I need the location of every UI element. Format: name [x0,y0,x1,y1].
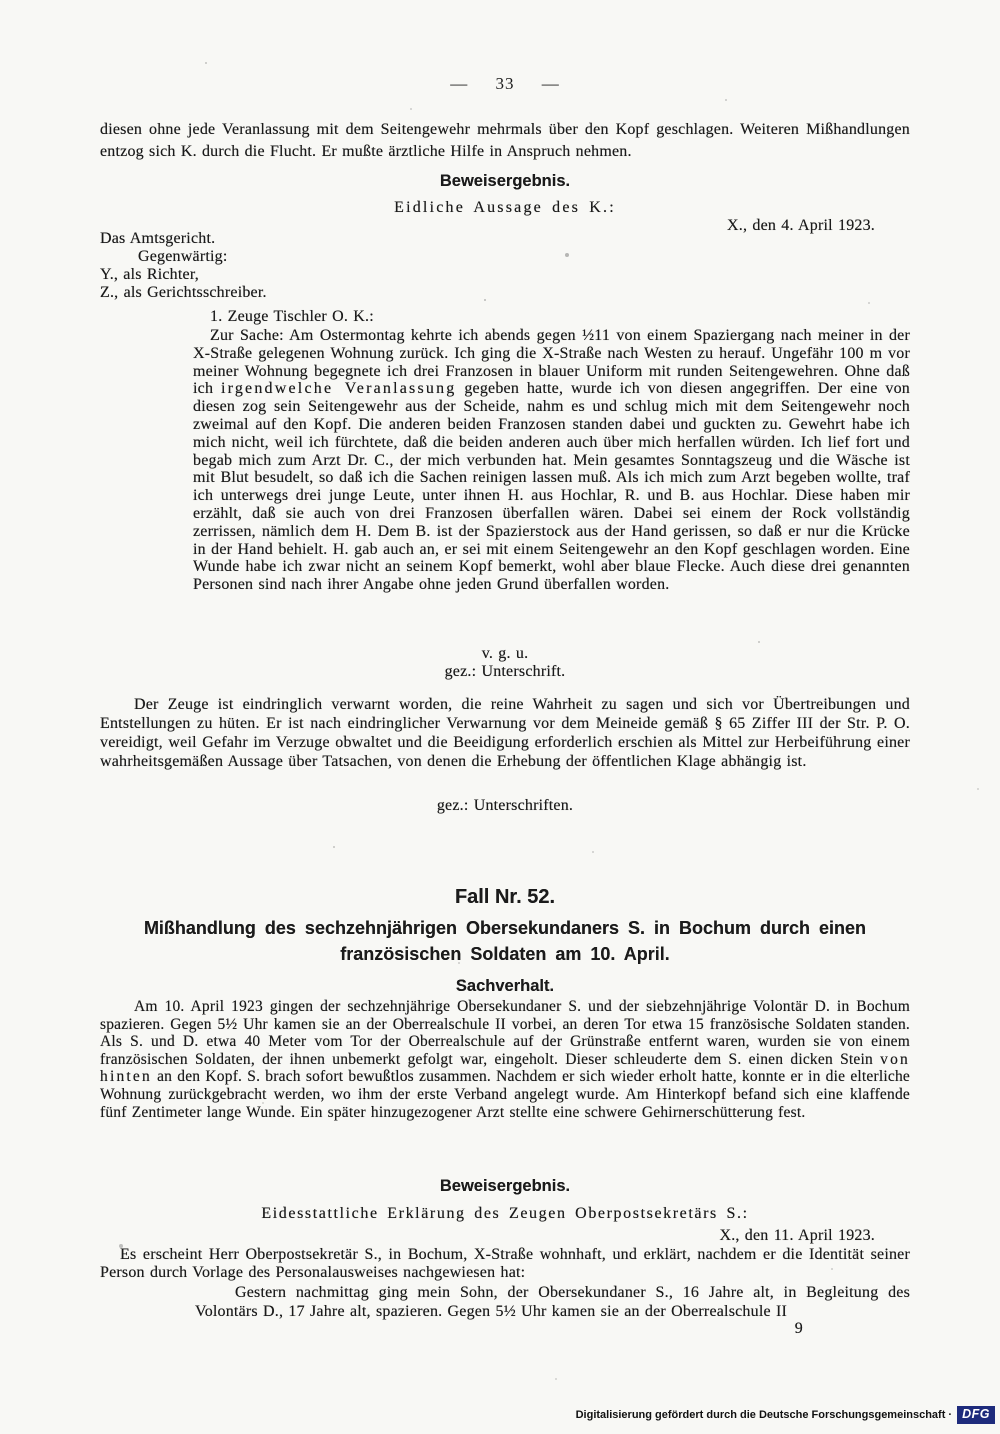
affidavit-heading: Eidesstattliche Erklärung des Zeugen Oberpostsekretärs S.: [261,1205,749,1222]
court-line: Das Amtsgericht. [100,230,216,247]
signature-line-1: gez.: Unterschrift. [444,663,566,680]
warning-paragraph: Der Zeuge ist eindringlich verwarnt worden, die reine Wahrheit zu sagen und sich vor Übertreibungen und Entstellungen zu hüten. Er ist nach eindringlicher Verwarnung vor dem Meineide gemäß § 65 Ziffer III der Str. P. O. vereidigt, weil Gefahr im Verzuge obwaltet und die Beeidigung erforderlich erschien als Mittel zur Herbeiführung einer wahrheitsgemäßen Aussage über Tatsachen, von denen die Erhebung der öffentlichen Klage abhängig ist. [100,696,910,770]
witness-heading: 1. Zeuge Tischler O. K.: [210,308,374,325]
case-title: Mißhandlung des sechzehnjährigen Obersekundaners S. in Bochum durch einen französischen Soldaten am 10. April. [143,918,867,964]
vgu-line: v. g. u. [481,645,529,662]
statement-intro-paragraph: Es erscheint Herr Oberpostsekretär S., in Bochum, X-Straße wohnhaft, und erklärt, nachdem er die Identität seiner Person durch Vorlage des Personalausweises nachgewiesen hat: [100,1246,910,1281]
scan-noise-specks [0,0,2,2]
case-number-heading: Fall Nr. 52. [454,886,556,908]
evidence-heading-1: Beweisergebnis. [439,172,571,190]
facts-emphasis: von hinten [100,1050,910,1086]
present-label: Gegenwärtig: [138,248,228,265]
sworn-statement-heading: Eidliche Aussage des K.: [394,199,616,216]
testimony-part-2: gegeben hatte, wurde ich von diesen angegriffen. Der eine von diesen zog sein Seitengewehr aus der Scheide, nahm es und schlug mich mit dem Seitengewehr noch zweimal auf den Kopf. Die anderen beiden Franzosen standen dabei und guckten zu. Gewehrt habe ich mich nicht, weil ich fürchtete, daß die beiden anderen auch über mich herfallen würden. Ich lief fort und begab mich zum Arzt Dr. C., der mich verbunden hat. Mein gesamtes Sonntagszeug und die Wäsche ist mit Blut besudelt, so daß ich die Sachen reinigen lassen muß. Als ich mich zum Arzt begeben wollte, traf ich unterwegs drei junge Leute, unter ihnen H. aus Hochlar, R. und B. aus Hochlar. Diese haben mir erzählt, daß sie auch von drei Franzosen überfallen wären. Dabei sei einem der Rock vollständig zerrissen, nämlich dem H. Dem B. ist der Spazierstock aus der Hand gerissen, so daß er nur die Krücke in der Hand behielt. H. gab auch an, er sei mit einem Seitengewehr an den Kopf geschlagen worden. Eine Wunde habe ich zwar nicht an seinem Kopf bemerkt, wohl aber blaue Flecke. Auch diese drei genannten Personen sind nach ihrer Angabe ohne jeden Grund überfallen worden. [193,380,910,594]
dateline-1: X., den 4. April 1923. [727,217,875,234]
footer-text: Digitalisierung gefördert durch die Deutsche Forschungsgemeinschaft · [575,1409,953,1421]
clerk-line: Z., als Gerichtsschreiber. [100,284,267,301]
court-attendance-block [100,230,910,302]
facts-paragraph [100,998,910,1121]
signature-line-2: gez.: Unterschriften. [436,797,574,814]
facts-part-1: Am 10. April 1923 gingen der sechzehnjährige Obersekundaner S. und der siebzehnjährige Volontär D. in Bochum spazieren. Gegen 5½ Uhr kamen sie an der Oberrealschule II vorbei, an deren Tor etwa 15 französische Soldaten standen. Als S. und D. etwa 40 Meter vom Tor der Oberrealschule auf der Grünstraße entfernt waren, wurden sie von einem französischen Soldaten, der ihnen unbemerkt gefolgt war, eingeholt. Dieser schleuderte dem S. einen dicken Stein [100,998,910,1068]
intro-paragraph: diesen ohne jede Veranlassung mit dem Seitengewehr mehrmals über den Kopf geschlagen. Weiteren Mißhandlungen entzog sich K. durch die Flucht. Er mußte ärztliche Hilfe in Anspruch nehmen. [100,121,910,160]
page-number-top: — 33 — [450,74,560,93]
testimony-paragraph [193,327,910,594]
dateline-2: X., den 11. April 1923. [719,1227,875,1244]
evidence-heading-2: Beweisergebnis. [439,1177,571,1195]
testimony-emphasis: irgendwelche Veranlassung [220,380,457,398]
dfg-logo: DFG [957,1406,995,1424]
digitization-footer [576,1406,995,1424]
page-number-bottom: 9 [794,1320,803,1337]
facts-part-2: an den Kopf. S. brach sofort bewußtlos zusammen. Nachdem er sich wieder erholt hatte, konnte er in die elterliche Wohnung zurückgebracht werden, wo ihm der erste Verband angelegt wurde. Am Hinterkopf befand sich eine klaffende fünf Zentimeter lange Wunde. Ein später hinzugezogener Arzt stellte eine schwere Gehirnerschütterung fest. [100,1068,910,1121]
facts-heading: Sachverhalt. [455,977,555,995]
judge-line: Y., als Richter, [100,266,199,283]
testimony-part-1: Zur Sache: Am Ostermontag kehrte ich abends gegen ½11 von einem Spaziergang nach meiner in der X-Straße gelegenen Wohnung zurück. Ich ging die X-Straße nach Westen zu herauf. Ungefähr 100 m vor meiner Wohnung begegnete ich drei Franzosen in blauer Uniform mit runden Seitengewehren. Ohne daß ich [193,327,910,398]
statement-body-paragraph: Gestern nachmittag ging mein Sohn, der Obersekundaner S., 16 Jahre alt, in Begleitung des Volontärs D., 17 Jahre alt, spazieren. Gegen 5½ Uhr kamen sie an der Oberrealschule II [195,1284,910,1320]
